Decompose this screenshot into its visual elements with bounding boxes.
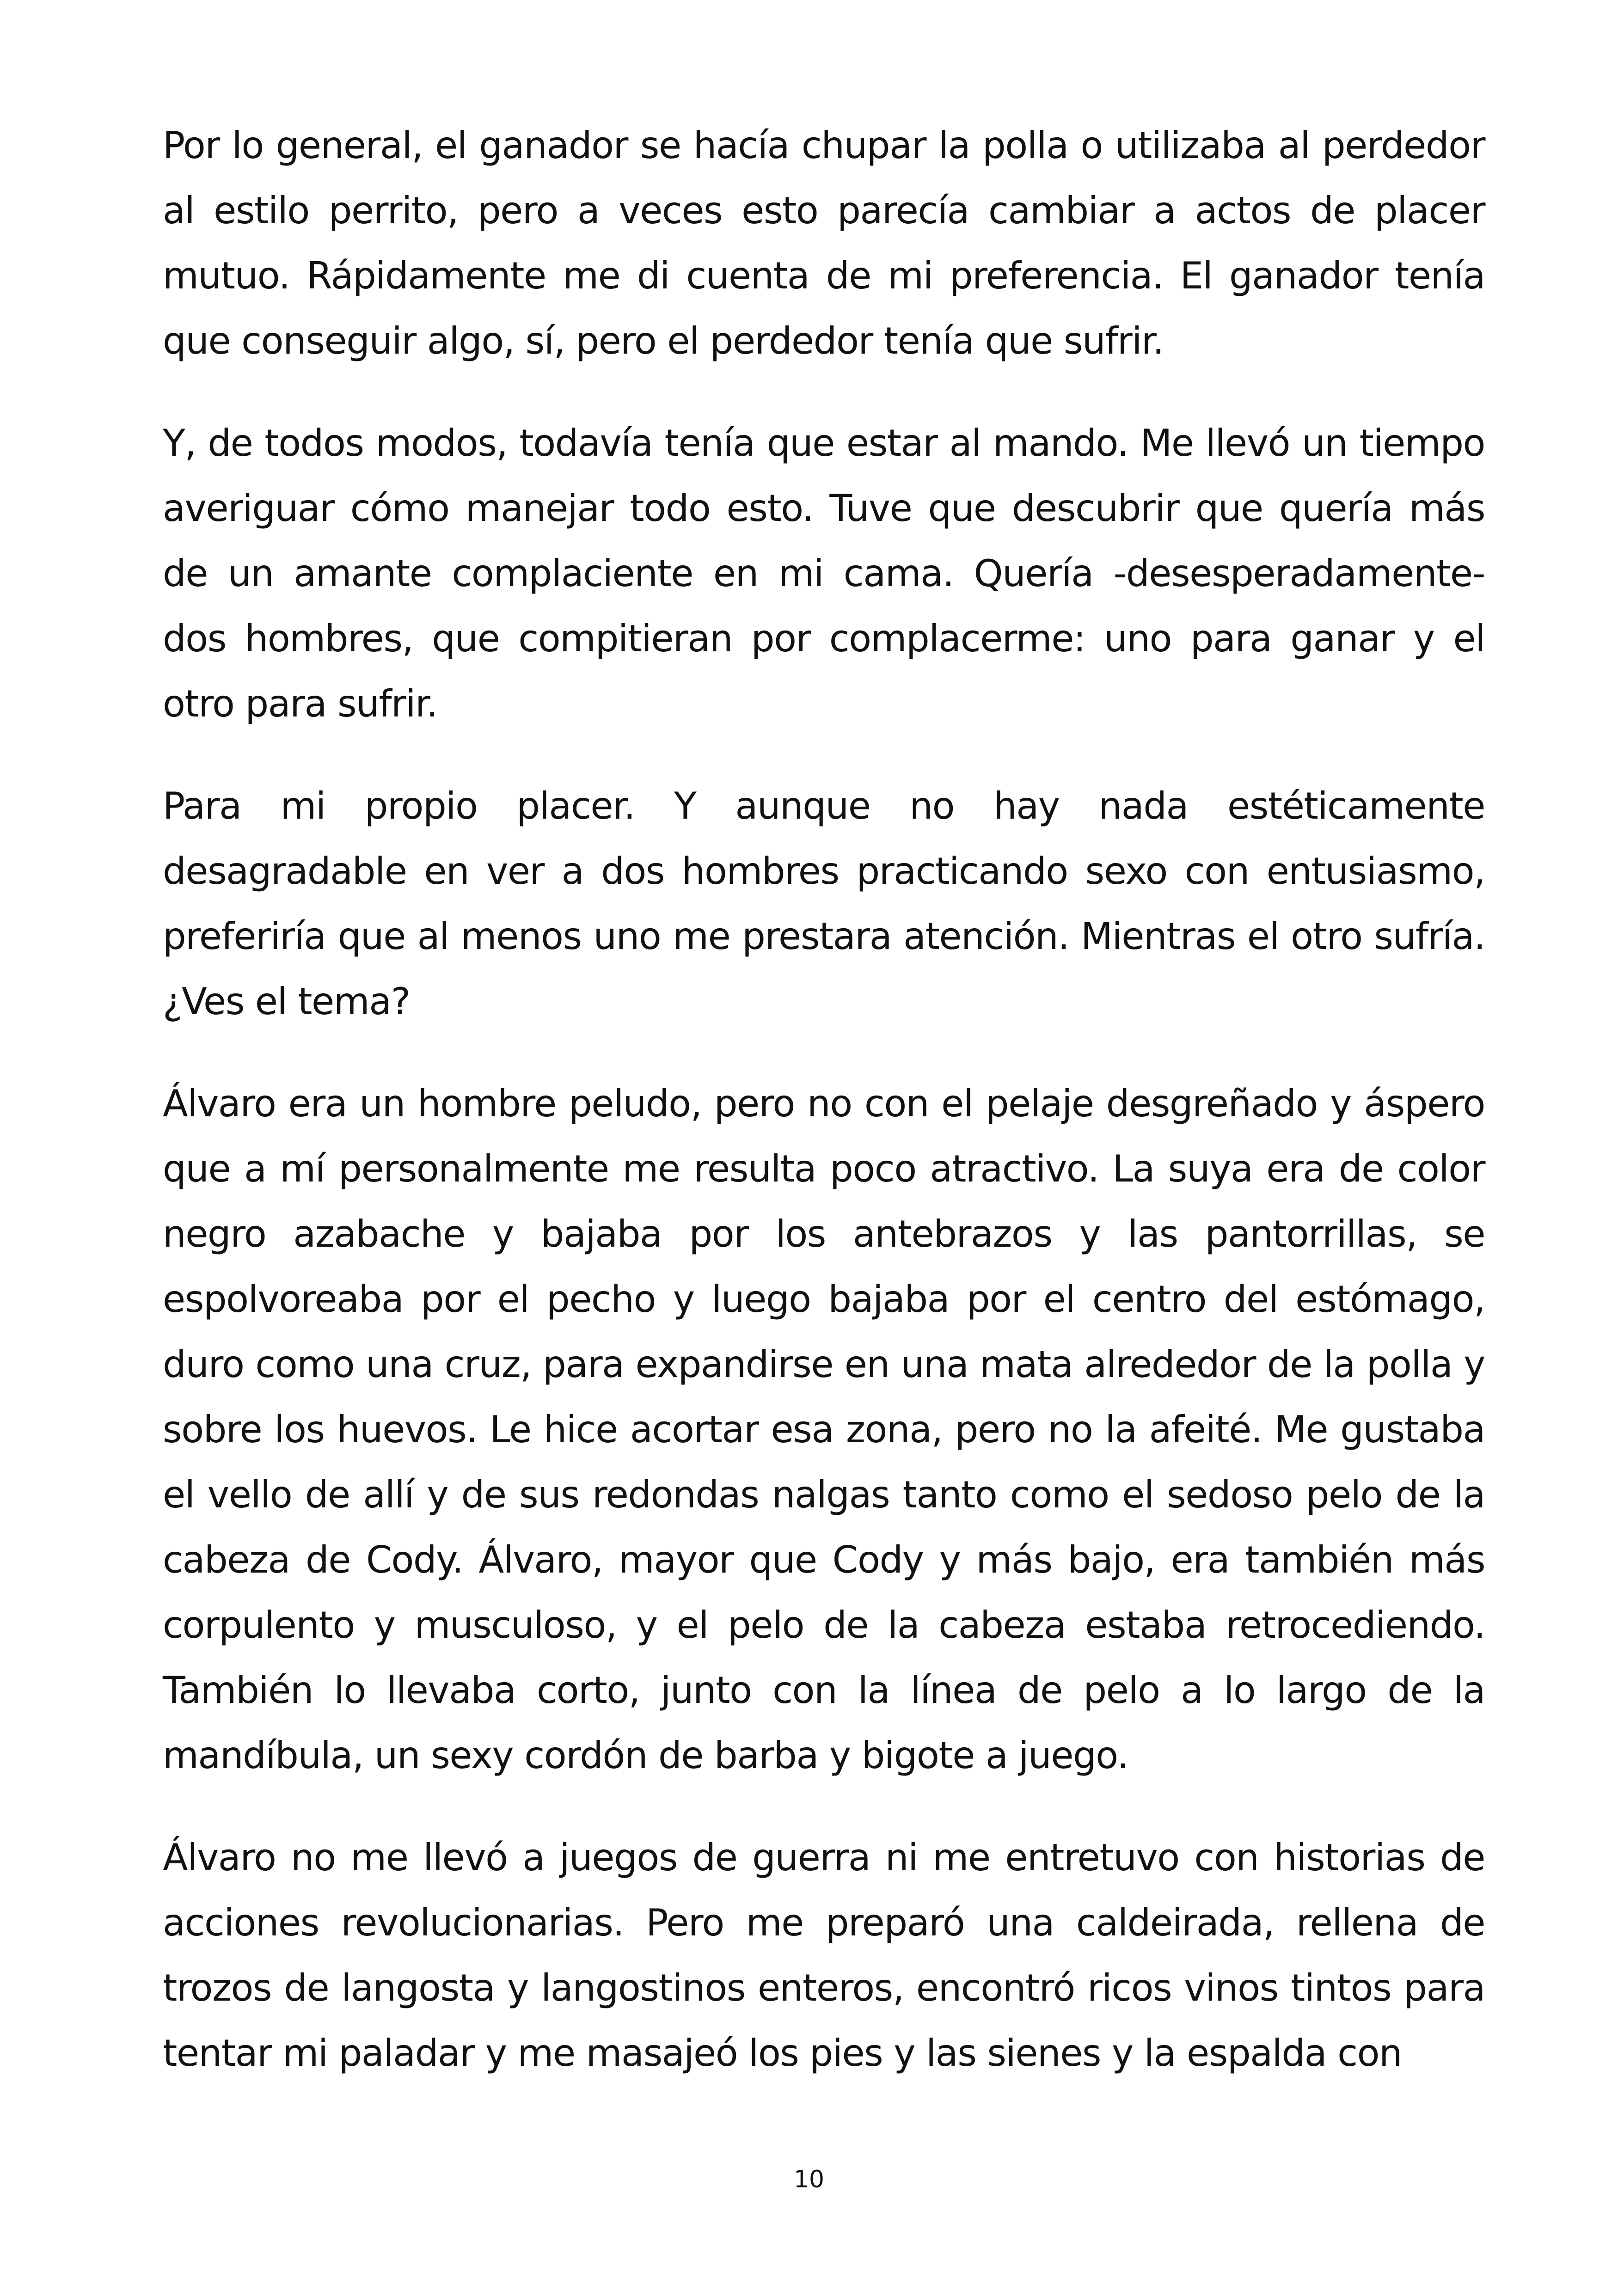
page-number: 10 bbox=[793, 2166, 825, 2193]
paragraph-2: Y, de todos modos, todavía tenía que estar al mando. Me llevó un tiempo averiguar cómo manejar todo esto. Tuve que descubrir que quería más de un amante complaciente en mi cama. Quería -desesperadamente- dos hombres, que compitieran por complacerme: uno para ganar y el otro para sufrir. bbox=[163, 422, 1485, 725]
paragraph-5: Álvaro no me llevó a juegos de guerra ni me entretuvo con historias de acciones revolucionarias. Pero me preparó una caldeirada, rellena de trozos de langosta y langostinos enteros, encontró ricos vinos tintos para tentar mi paladar y me masajeó los pies y las sienes y la espalda con bbox=[163, 1836, 1485, 2075]
paragraph-1: Por lo general, el ganador se hacía chupar la polla o utilizaba al perdedor al estilo perrito, pero a veces esto parecía cambiar a actos de placer mutuo. Rápidamente me di cuenta de mi preferencia. El ganador tenía que conseguir algo, sí, pero el perdedor tenía que sufrir. bbox=[163, 124, 1485, 362]
paragraph-3: Para mi propio placer. Y aunque no hay nada estéticamente desagradable en ver a dos hombres practicando sexo con entusiasmo, preferiría que al menos uno me prestara atención. Mientras el otro sufría. ¿Ves el tema? bbox=[163, 784, 1485, 1023]
paragraph-4: Álvaro era un hombre peludo, pero no con el pelaje desgreñado y áspero que a mí personalmente me resulta poco atractivo. La suya era de color negro azabache y bajaba por los antebrazos y las pantorrillas, se espolvoreaba por el pecho y luego bajaba por el centro del estómago, duro como una cruz, para expandirse en una mata alrededor de la polla y sobre los huevos. Le hice acortar esa zona, pero no la afeité. Me gustaba el vello de allí y de sus redondas nalgas tanto como el sedoso pelo de la cabeza de Cody. Álvaro, mayor que Cody y más bajo, era también más corpulento y musculoso, y el pelo de la cabeza estaba retrocediendo. También lo llevaba corto, junto con la línea de pelo a lo largo de la mandíbula, un sexy cordón de barba y bigote a juego. bbox=[163, 1082, 1485, 1777]
body-text bbox=[163, 113, 1485, 2086]
